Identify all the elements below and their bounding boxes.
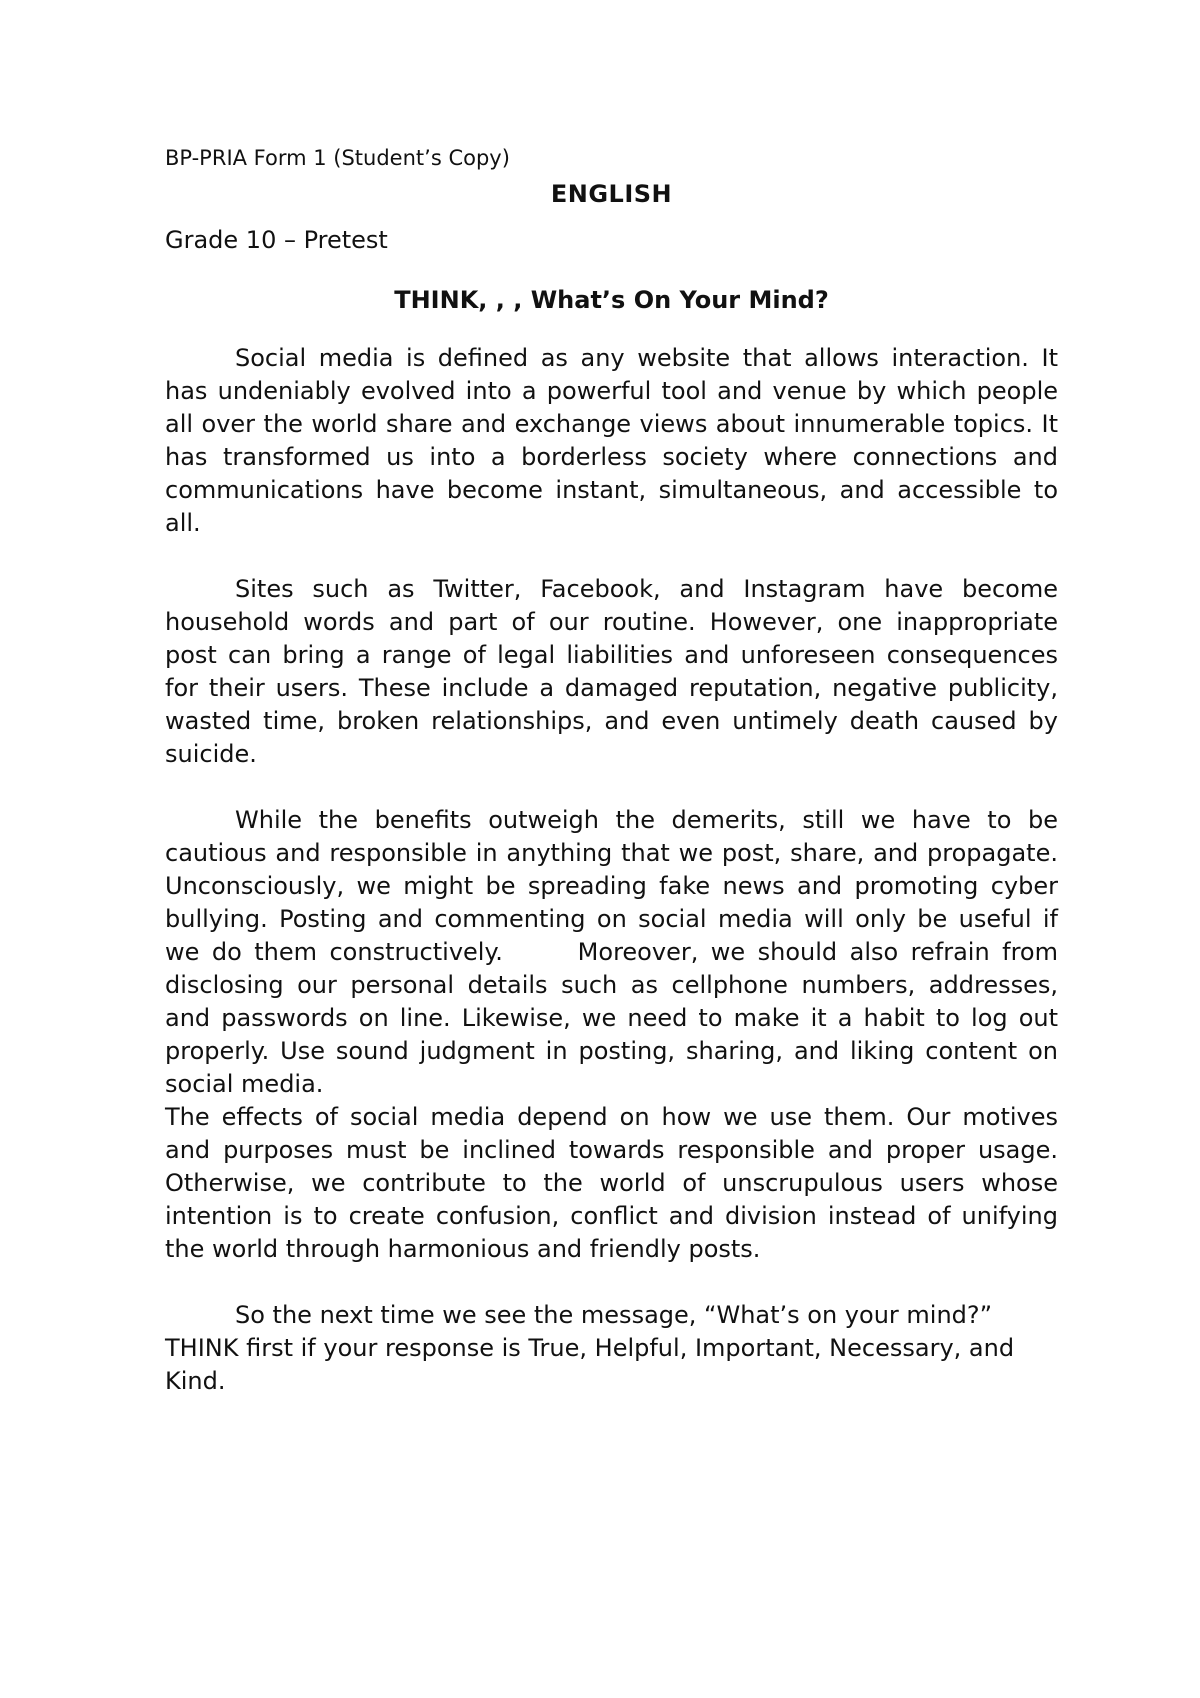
paragraph-4: The effects of social media depend on how we use them. Our motives and purposes must be inclined towards responsible and proper usage. Otherwise, we contribute to the world of unscrupulous users whose intention is to create confusion, conflict and division instead of unifying the world through harmonious and friendly posts. [165, 1103, 1058, 1263]
essay-title: THINK, , , What’s On Your Mind? [394, 286, 829, 314]
paragraph-1: Social media is defined as any website that allows interaction. It has undeniably evolved into a powerful tool and venue by which people all over the world share and exchange views about innumerable topics. It has transformed us into a borderless society where connections and communications have become instant, simultaneous, and accessible to all. [165, 344, 1058, 537]
paragraph-2: Sites such as Twitter, Facebook, and Instagram have become household words and part of our routine. However, one inappropriate post can bring a range of legal liabilities and unforeseen consequences for their users. These include a damaged reputation, negative publicity, wasted time, broken relationships, and even untimely death caused by suicide. [165, 575, 1058, 768]
paragraph-5: So the next time we see the message, “What’s on your mind?” THINK first if your response is True, Helpful, Important, Necessary, and Kind. [165, 1301, 1022, 1395]
document-content [165, 144, 1066, 1398]
grade-label: Grade 10 – Pretest [165, 226, 388, 254]
form-label: BP-PRIA Form 1 (Student’s Copy) [165, 146, 510, 170]
paragraph-3: While the benefits outweigh the demerits, still we have to be cautious and responsible in anything that we post, share, and propagate. Unconsciously, we might be spreading fake news and promoting cyber bullying. Posting and commenting on social media will only be useful if we do them constructively. Moreover, we should also refrain from disclosing our personal details such as cellphone numbers, addresses, and passwords on line. Likewise, we need to make it a habit to log out properly. Use sound judgment in posting, sharing, and liking content on social media. [165, 806, 1066, 1098]
subject-heading: ENGLISH [550, 180, 673, 208]
